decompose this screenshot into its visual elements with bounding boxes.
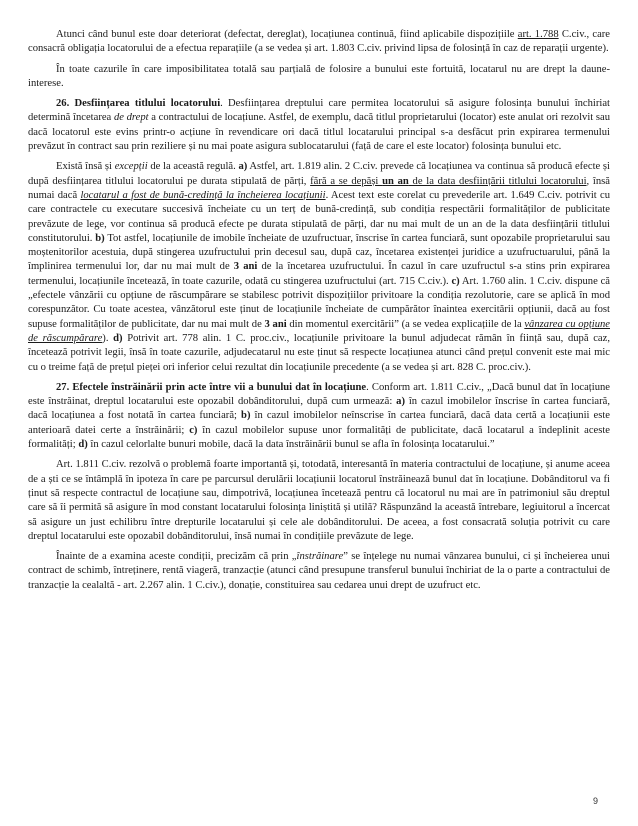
text-run: ).: [102, 332, 114, 344]
text-run: C.civ., care consacră obligația locatorului de a efectua reparațiile (a se vedea și art. 1.803 C.civ. privind lipsa de folosință în caz de reparații urgente).: [28, 29, 611, 55]
text-run: art. 1.788: [517, 29, 559, 40]
text-run: înstrăinare: [296, 551, 344, 563]
text-run: de la această regulă.: [147, 161, 239, 173]
text-run: c): [189, 424, 198, 436]
document-body: [28, 28, 610, 593]
text-run: d): [78, 439, 88, 451]
text-run: c): [451, 275, 460, 287]
text-run: locatarul a fost de bună-credință la încheierea locațiunii: [80, 189, 326, 201]
text-run: ” se înțelege nu numai vânzarea bunului, ci și încheierea unui contract de schimb, întreținere, rentă viageră, tranzacție (atunci când presupune transferul bunului închiriat de la o parte a contractului de tranzacție la cealaltă - art. 2.267 alin. 1 C.civ.), donație, constituirea sau cedarea unui drept de uzufruct etc.: [28, 551, 610, 591]
text-run: a contractului de locațiune. Astfel, de exemplu, dacă titlul proprietarului (locator) este anulat ori rezolvit sau dacă locatorul este evins printr-o acțiune în revendicare ori dacă titlul locatarului principal s-a desfăcut prin expirarea termenului prevăzut în contract sau prin reziliere și nu mai poate asigura sublocatarului (față de care el este locator) folosința bunului etc.: [28, 112, 611, 153]
text-run: Înainte de a examina aceste condiții, precizăm că prin „: [56, 551, 297, 563]
text-run: un an: [382, 175, 409, 187]
text-run: în cazul imobilelor neînscrise în cartea funciară, dacă data certă a locațiunii este anterioară datei certe a înstrăinării;: [28, 410, 610, 436]
text-run: a): [396, 396, 405, 408]
text-run: de drept: [113, 112, 149, 124]
text-run: în cazul imobilelor înscrise în cartea funciară, dacă locațiunea a fost notată în cartea funciară;: [28, 396, 610, 422]
paragraph: [28, 63, 610, 92]
text-run: a): [238, 161, 248, 173]
text-run: în cazul celorlalte bunuri mobile, dacă la data înstrăinării bunul se afla în folosința locatarului.”: [87, 439, 495, 451]
text-run: excepții: [114, 161, 148, 173]
text-run: Astfel, art. 1.819 alin. 2 C.civ. prevede că locațiunea va continua să producă efecte și după desființarea titlului locatorului pe durata stipulată de părți,: [28, 161, 610, 187]
text-run: vânzarea cu opțiune de răscumpărare: [28, 318, 610, 344]
paragraph: [28, 381, 610, 452]
text-run: În toate cazurile în care imposibilitatea totală sau parțială de folosire a bunului este fortuită, locatarul nu are drept la daune-interese.: [28, 63, 610, 89]
paragraph: [28, 458, 610, 544]
text-run: , însă numai dacă: [28, 175, 610, 201]
text-run: Art. 1.760 alin. 1 C.civ. dispune că „efectele vânzării cu opțiune de răscumpărare se stabilesc potrivit dispozițiilor privitoare la condiția rezolutorie, care se aplică în mod corespunzător. Cu toate acestea, vânzătorul este ținut de locațiunile încheiate de cumpărător înaintea exercitării opțiunii, dacă au fost supuse formalităților de publicitate, dar nu mai mult de: [28, 275, 610, 330]
paragraph: [28, 28, 610, 57]
text-run: din momentul exercitării” (a se vedea explicațiile de la: [286, 318, 525, 330]
text-run: 26. Desființarea titlului locatorului: [56, 98, 221, 110]
text-run: b): [95, 232, 105, 244]
text-run: 3 ani: [233, 261, 258, 273]
text-run: 27. Efectele înstrăinării prin acte între vii a bunului dat în locațiune: [56, 381, 367, 393]
text-run: . Desființarea dreptului care permitea locatorului să asigure folosința bunului închiriat determină încetarea: [28, 98, 610, 124]
text-run: de la încetarea uzufructului. În cazul în care uzufructul s-a stins prin expirarea termenului, locațiunile încetează, în toate cazurile, odată cu stingerea uzufructului (art. 715 C.civ.).: [28, 261, 610, 287]
text-run: Potrivit art. 778 alin. 1 C. proc.civ., locațiunile privitoare la bunul adjudecat rămân în ființă sau, după caz, încetează potrivit legii, însă în toate cazurile, adjudecatarul nu este ținut să respecte locațiunea atunci când prețul convenit este mai mic cu o treime față de prețul pieței ori inferior celui rezultat din locațiunile precedente (a se vedea și art. 828 C. proc.civ.).: [28, 332, 610, 373]
text-run: b): [241, 410, 251, 422]
text-run: Art. 1.811 C.civ. rezolvă o problemă foarte importantă și, totodată, interesantă în materia contractului de locațiune, și anume aceea de a ști ce se întâmplă în ipoteza în care pe parcursul derulării locațiunii locatorul înstrăinează bunul dat în locațiune. Dobânditorul va fi ținut să respecte contractul de locațiune sau, dimpotrivă, locațiunea încetează pentru că locatorul nu mai are în patrimoniul său dreptul care să îi permită să asigure în mod constant locatarului folosința liniștită și utilă? Răspunzând la această întrebare, legiuitorul a încercat să asigure un just echilibru între drepturile locatarului și cele ale dobânditorului. De aceea, a fost consacrată soluția potrivit cu care dreptul locatarului este opozabil dobânditorului, însă numai în condițiile prevăzute de lege.: [28, 459, 610, 542]
text-run: Tot astfel, locațiunile de imobile încheiate de uzufructuar, înscrise în cartea funciară, sunt opozabile proprietarului sau moștenitorilor acestuia, după stingerea uzufructului prin decesul sau, după caz, încetarea existenței juridice a uzufructuarului, până la împlinirea termenului lor, dar nu mai mult de: [28, 232, 610, 273]
text-run: Există însă și: [56, 161, 115, 173]
text-run: . Acest text este corelat cu prevederile art. 1.649 C.civ. potrivit cu care contractele cu executare succesivă încheiate cu un terț de bună-credință, sub condiția respectării formalităților de publicitate prevăzute de lege, vor continua să producă efecte pe durata stipulată de părți, dar nu mai mult de un an de la data desființării titlului constitutorului.: [28, 189, 610, 244]
text-run: Atunci când bunul este doar deteriorat (defectat, dereglat), locațiunea continuă, fiind aplicabile dispozițiile: [56, 29, 518, 40]
text-run: de la data desființării titlului locatorului: [408, 175, 587, 187]
text-run: 3 ani: [264, 318, 287, 330]
text-run: . Conform art. 1.811 C.civ., „Dacă bunul dat în locațiune este înstrăinat, dreptul locatarului este opozabil dobânditorului, după cum urmează:: [28, 381, 610, 408]
paragraph: [28, 550, 610, 593]
text-run: d): [113, 332, 123, 344]
text-run: în cazul mobilelor supuse unor formalități de publicitate, dacă locatarul a îndeplinit aceste formalități;: [28, 424, 610, 451]
paragraph: [28, 160, 610, 374]
text-run: fără a se depăși: [310, 175, 383, 187]
paragraph: [28, 97, 610, 154]
page-number: 9: [592, 795, 598, 806]
